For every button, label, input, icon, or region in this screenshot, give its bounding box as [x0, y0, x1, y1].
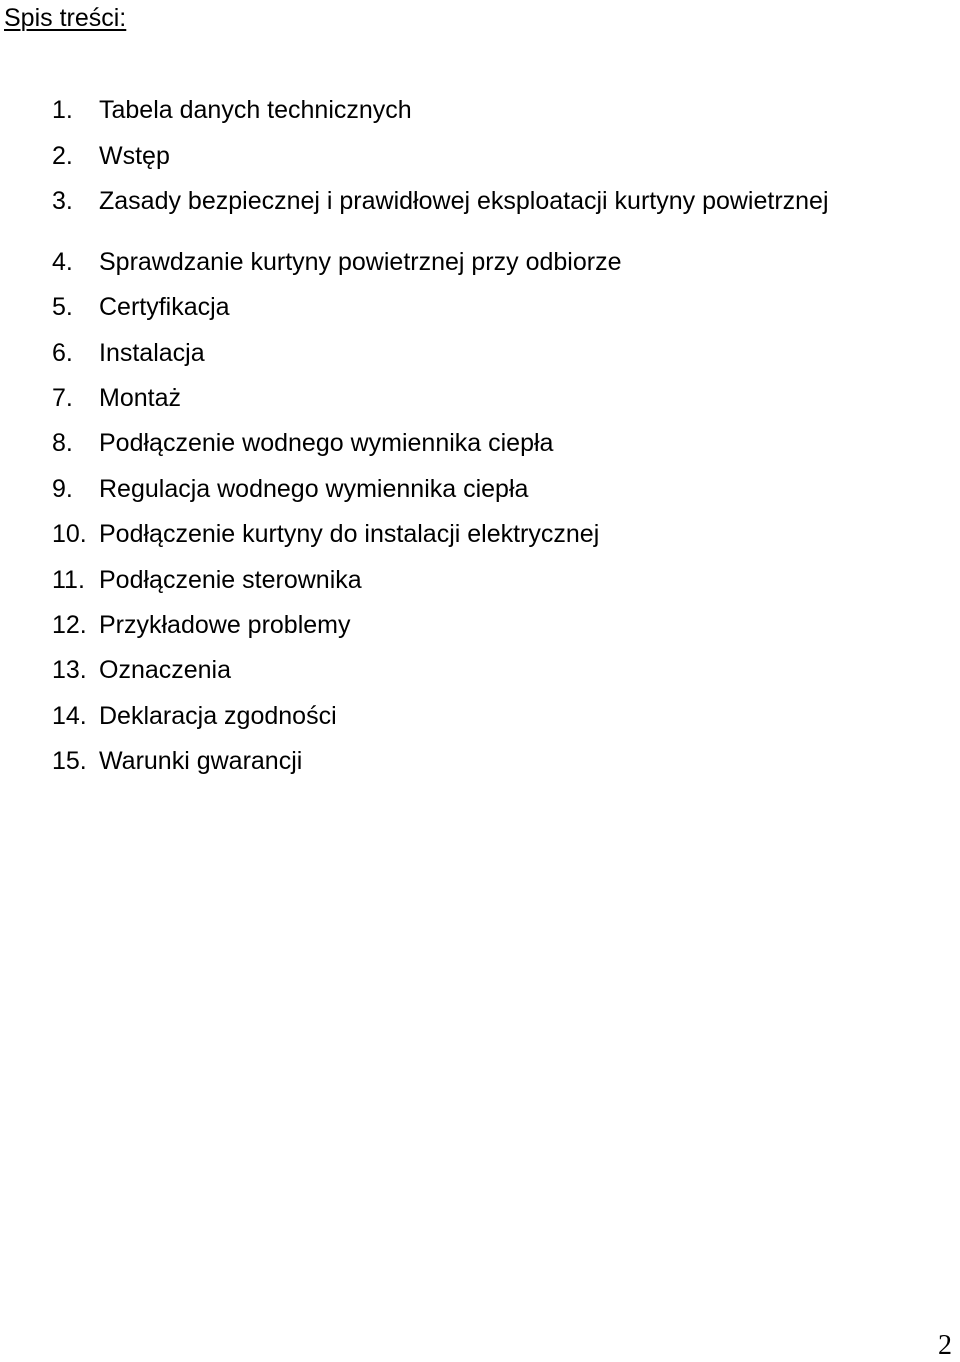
toc-item-text: Regulacja wodnego wymiennika ciepła — [99, 475, 529, 503]
toc-item-number: 6. — [52, 339, 73, 367]
toc-item-number: 13. — [52, 656, 87, 684]
toc-item-number: 11. — [52, 566, 85, 594]
toc-item-number: 2. — [52, 142, 73, 170]
toc-item-text: Wstęp — [99, 142, 170, 170]
toc-item-text: Warunki gwarancji — [99, 747, 303, 775]
toc-item-number: 12. — [52, 611, 87, 639]
toc-item-number: 8. — [52, 429, 73, 457]
toc-item-number: 4. — [52, 248, 73, 276]
toc-item-text: Oznaczenia — [99, 656, 232, 684]
toc-item-number: 9. — [52, 475, 73, 503]
page-number: 2 — [938, 1330, 952, 1361]
toc-item-number: 5. — [52, 293, 73, 321]
toc-item-number: 1. — [52, 96, 73, 124]
toc-item-text: Deklaracja zgodności — [99, 702, 337, 730]
toc-item-number: 15. — [52, 747, 87, 775]
toc-item-text: Montaż — [99, 384, 181, 412]
toc-item-text: Podłączenie kurtyny do instalacji elektrycznej — [99, 520, 600, 548]
toc-item-text: Zasady bezpiecznej i prawidłowej eksploatacji kurtyny powietrznej — [99, 187, 829, 215]
toc-item-number: 14. — [52, 702, 87, 730]
toc-item-text: Tabela danych technicznych — [99, 96, 412, 124]
toc-item-number: 10. — [52, 520, 87, 548]
toc-item-text: Przykładowe problemy — [99, 611, 351, 639]
toc-title: Spis treści: — [4, 4, 127, 32]
toc-item-text: Podłączenie sterownika — [99, 566, 362, 594]
toc-item-text: Podłączenie wodnego wymiennika ciepła — [99, 429, 554, 457]
toc-item-text: Certyfikacja — [99, 293, 230, 321]
toc-item-number: 7. — [52, 384, 73, 412]
toc-item-text: Instalacja — [99, 339, 205, 367]
toc-item-text: Sprawdzanie kurtyny powietrznej przy odbiorze — [99, 248, 622, 276]
toc-item-number: 3. — [52, 187, 73, 215]
